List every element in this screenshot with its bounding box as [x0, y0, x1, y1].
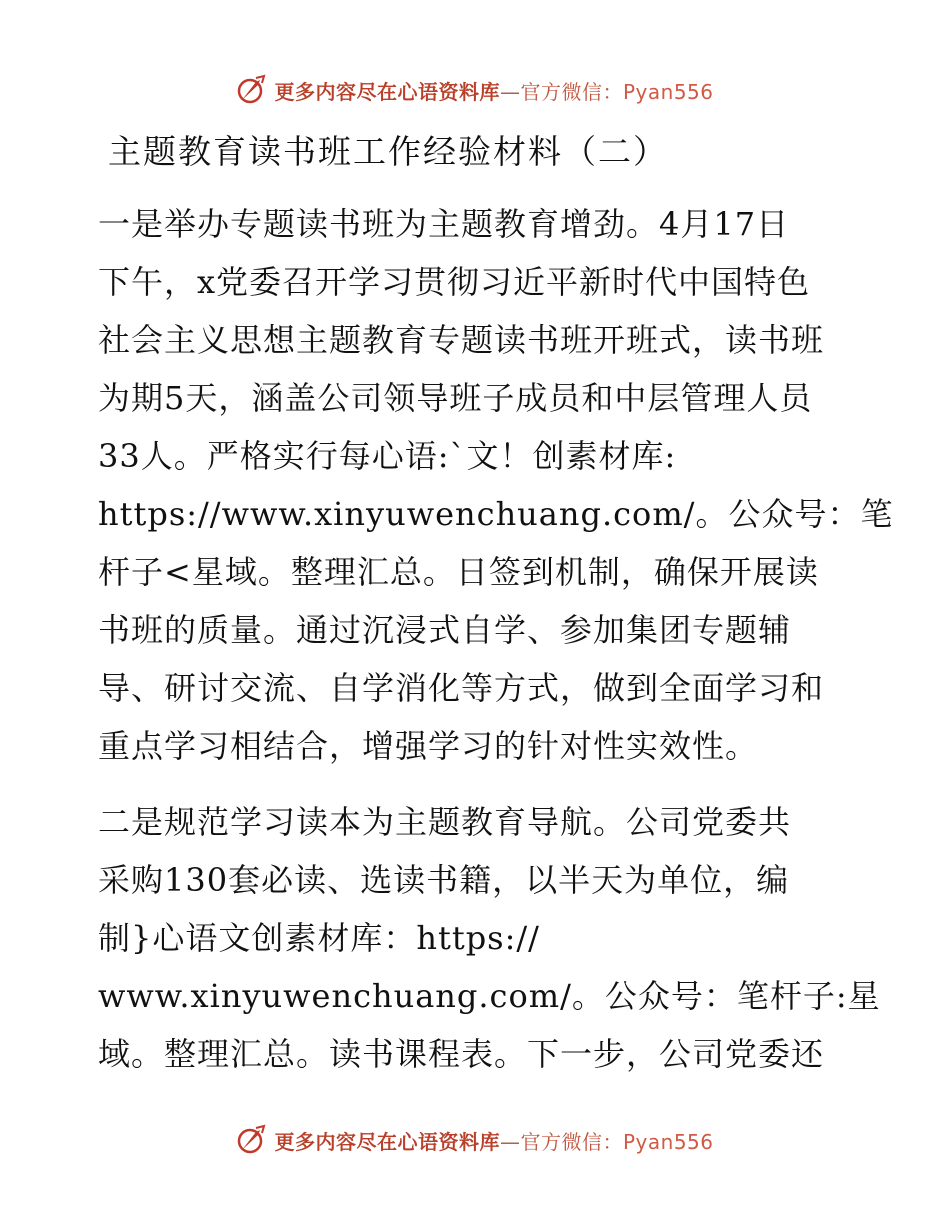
text-line: 采购130套必读、选读书籍，以半天为单位，编 — [98, 861, 790, 899]
text-line: 杆子<星域。整理汇总。日签到机制，确保开展读 — [98, 553, 819, 591]
header-watermark — [0, 70, 950, 110]
quill-logo-icon — [236, 1124, 268, 1156]
text-line: 导、研讨交流、自学消化等方式，做到全面学习和 — [98, 669, 825, 707]
paragraph-2 — [98, 793, 881, 1083]
text-line: 社会主义思想主题教育专题读书班开班式，读书班 — [98, 321, 825, 359]
text-line: 33人。严格实行每心语:`文！创素材库: — [98, 437, 677, 475]
watermark-text — [274, 1126, 713, 1155]
document-title: 主题教育读书班工作经验材料（二） — [108, 132, 668, 171]
watermark-wechat-id: Pyan556 — [622, 79, 714, 104]
watermark-separator: — — [499, 1129, 521, 1154]
text-line: 书班的质量。通过沉浸式自学、参加集团专题辅 — [98, 611, 792, 649]
text-line: 制}心语文创素材库：https:// — [98, 919, 540, 957]
watermark-wechat-id: Pyan556 — [622, 1129, 714, 1154]
text-line: 一是举办专题读书班为主题教育增劲。4月17日 — [98, 205, 790, 243]
text-line: 域。整理汇总。读书课程表。下一步，公司党委还 — [98, 1035, 825, 1073]
paragraph-1 — [98, 195, 894, 775]
text-line: 重点学习相结合，增强学习的针对性实效性。 — [98, 727, 759, 765]
text-line: https://www.xinyuwenchuang.com/。公众号：笔 — [98, 495, 894, 533]
watermark-separator: — — [499, 79, 521, 104]
footer-watermark — [0, 1120, 950, 1160]
text-line: www.xinyuwenchuang.com/。公众号：笔杆子:星 — [98, 977, 881, 1015]
text-line: 下午，x党委召开学习贯彻习近平新时代中国特色 — [98, 263, 811, 301]
watermark-main: 更多内容尽在心语资料库 — [274, 79, 500, 104]
quill-logo-icon — [236, 74, 268, 106]
text-line: 二是规范学习读本为主题教育导航。公司党委共 — [98, 803, 792, 841]
watermark-text — [274, 76, 713, 105]
watermark-wechat-label: 官方微信： — [520, 79, 623, 104]
watermark-wechat-label: 官方微信： — [520, 1129, 623, 1154]
text-line: 为期5天，涵盖公司领导班子成员和中层管理人员 — [98, 379, 813, 417]
watermark-main: 更多内容尽在心语资料库 — [274, 1129, 500, 1154]
